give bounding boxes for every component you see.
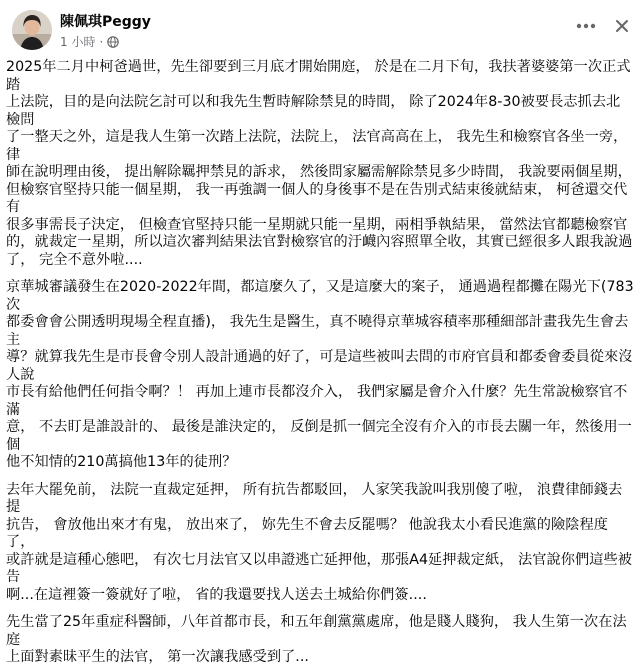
close-icon [615,19,629,33]
post-paragraph: 2025年二月中柯爸過世，先生卻要到三月底才開始開庭， 於是在二月下旬，我扶著婆婆第一次正式踏 上法院，目的是向法院乞討可以和我先生暫時解除禁見的時間， 除了2024年8-30被要長志抓去北檢問 了一整天之外，這是我人生第一次踏上法院，法院上， 法官高高在上， 我先生和檢察官各坐一旁， 律 師在說明理由後， 提出解除羈押禁見的訴求， 然後問家屬需解除禁見多少時間， 我說要兩個星期， 但檢察官堅持只能一個星期， 我一再強調一個人的身後事不是在告別式結束後就結束， 柯爸還交代有 很多事需長子決定， 但檢查官堅持只能一星期就只能一星期，兩相爭執結果， 當然法官都聽檢察官 的，就裁定一星期，所以這次審判結果法官對檢察官的汙衊內容照單全收，其實已經很多人跟我說過 了， 完全不意外啦.... [6,59,633,268]
post-paragraph: 京華城審議發生在2020-2022年間，都這麼久了，又是這麼大的案子， 通過過程都攤在陽光下(783次 都委會會公開透明現場全程直播)， 我先生是醫生，真不曉得京華城容積率那種細部計畫我先生會去主 導？就算我先生是市長會令別人設計通過的好了，可是這些被叫去問的市府官員和都委會委員從來沒人說 市長有給他們任何指令啊？！ 再加上連市長都沒介入， 我們家屬是會介入什麼？先生常說檢察官不滿 意， 不去盯是誰設計的、 最後是誰決定的， 反倒是抓一個完全沒有介入的市長去關一年，然後用一個 他不知情的210萬搞他13年的徒刑？ [6,279,634,470]
post-header [0,0,640,56]
more-options-icon [576,23,596,29]
post-time[interactable]: 1 小時 [60,35,96,49]
post-meta [60,33,119,50]
close-button[interactable] [608,12,636,40]
author-name[interactable]: 陳佩琪Peggy [60,14,151,30]
profile-photo [12,10,52,50]
post-body [6,59,634,667]
post-paragraph: 去年大罷免前， 法院一直裁定延押， 所有抗告都駁回， 人家笑我說叫我別傻了啦， 浪費律師錢去提 抗告， 會放他出來才有鬼， 放出來了， 妳先生不會去反罷嗎？ 他說我太小看民進黨的險陰程度了， 或許就是這種心態吧， 有次七月法官又以串證逃亡延押他，那張A4延押裁定紙， 法官說你們這些被告 啊...在這裡簽一簽就好了啦， 省的我還要找人送去土城給你們簽.... [6,481,632,603]
globe-icon [107,36,119,48]
avatar[interactable] [12,10,52,50]
meta-separator: · [99,34,104,49]
post-paragraph: 先生當了25年重症科醫師，八年首都市長，和五年創黨黨處席，他是賤人賤狗， 我人生第一次在法庭 上面對素昧平生的法官， 第一次讓我感受到了... [6,614,627,665]
more-options-button[interactable] [572,12,600,40]
